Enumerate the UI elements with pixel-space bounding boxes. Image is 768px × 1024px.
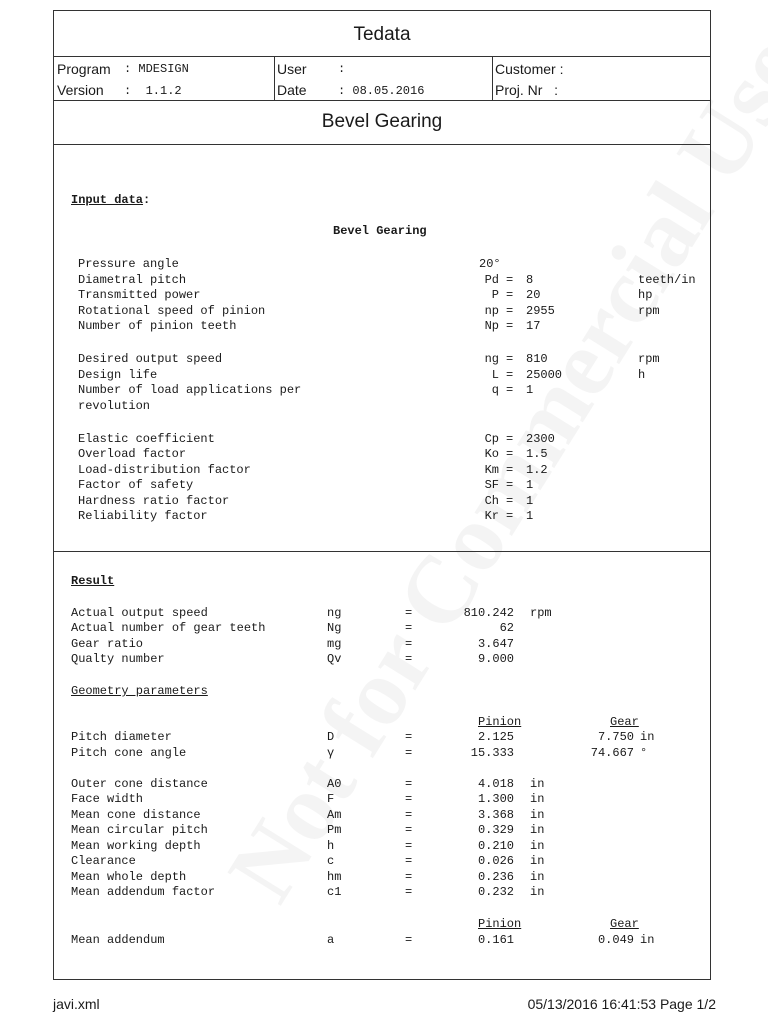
geometry-row-symbol: c1: [327, 885, 342, 899]
proj-nr-label: Proj. Nr :: [495, 82, 559, 98]
input-data-heading-text: Input data: [71, 193, 144, 207]
input-row-label: revolution: [78, 399, 151, 413]
dual-row-symbol: D: [327, 730, 335, 744]
customer-label: Customer :: [495, 61, 564, 77]
footer-timestamp: 05/13/2016 16:41:53 Page 1/2: [527, 996, 716, 1012]
addendum-row-unit: in: [640, 933, 655, 947]
app-title: Tedata: [353, 24, 411, 45]
input-row-label: Hardness ratio factor: [78, 494, 230, 508]
dual-row-unit: °: [640, 746, 648, 760]
dual-row-equals: =: [405, 730, 413, 744]
input-row-equals: =: [506, 494, 514, 508]
col-header-gear: Gear: [610, 715, 639, 729]
input-row-equals: =: [506, 304, 514, 318]
geometry-row-symbol: F: [327, 792, 335, 806]
col-header-pinion: Pinion: [478, 715, 522, 729]
input-row-label: Elastic coefficient: [78, 432, 215, 446]
geometry-row-value: 0.329: [477, 823, 514, 837]
geometry-row-equals: =: [405, 885, 413, 899]
input-row-value: 17: [526, 319, 541, 333]
input-data-heading: [71, 193, 150, 207]
input-row-unit: rpm: [638, 304, 660, 318]
geometry-row-symbol: Pm: [327, 823, 342, 837]
geometry-row-equals: =: [405, 870, 413, 884]
input-row-value: 1: [526, 478, 534, 492]
result-row-label: Qualty number: [71, 652, 165, 666]
dual-row-pinion: 15.333: [470, 746, 514, 760]
geometry-row-unit: in: [530, 808, 545, 822]
dual-row-label: Pitch diameter: [71, 730, 172, 744]
result-heading: Result: [71, 574, 115, 588]
geometry-row-value: 1.300: [477, 792, 514, 806]
dual-row-label: Pitch cone angle: [71, 746, 187, 760]
geometry-row-label: Mean working depth: [71, 839, 201, 853]
input-row-value: 2955: [526, 304, 555, 318]
result-row-value: 9.000: [477, 652, 514, 666]
result-row-value: 62: [499, 621, 514, 635]
geometry-row-symbol: hm: [327, 870, 342, 884]
input-row-equals: =: [506, 288, 514, 302]
footer-filename: javi.xml: [53, 996, 100, 1012]
geometry-row-value: 4.018: [477, 777, 514, 791]
input-row-label: Factor of safety: [78, 478, 194, 492]
input-row-unit: rpm: [638, 352, 660, 366]
geometry-row-label: Mean cone distance: [71, 808, 201, 822]
input-row-equals: =: [506, 319, 514, 333]
geometry-row-unit: in: [530, 854, 545, 868]
geometry-row-label: Face width: [71, 792, 144, 806]
input-row-equals: =: [506, 432, 514, 446]
geometry-row-label: Outer cone distance: [71, 777, 208, 791]
dual-row-unit: in: [640, 730, 655, 744]
input-row-symbol: Np: [484, 319, 499, 333]
col-header-pinion-2: Pinion: [478, 917, 522, 931]
input-row-value: 25000: [526, 368, 563, 382]
geometry-row-unit: in: [530, 885, 545, 899]
result-row-label: Actual output speed: [71, 606, 208, 620]
program-label: Program: [57, 61, 111, 77]
input-row-symbol: Cp: [484, 432, 499, 446]
geometry-row-symbol: Am: [327, 808, 342, 822]
addendum-row-gear: 0.049: [597, 933, 634, 947]
input-row-symbol: Ko: [484, 447, 499, 461]
input-row-label: Pressure angle: [78, 257, 179, 271]
date-label: Date: [277, 82, 307, 98]
geometry-row-equals: =: [405, 823, 413, 837]
addendum-row-pinion: 0.161: [477, 933, 514, 947]
geometry-row-unit: in: [530, 823, 545, 837]
geometry-row-value: 0.210: [477, 839, 514, 853]
version-label: Version: [57, 82, 104, 98]
geometry-row-label: Mean circular pitch: [71, 823, 208, 837]
result-row-equals: =: [405, 652, 413, 666]
input-row-value: 20: [526, 288, 541, 302]
dual-row-pinion: 2.125: [477, 730, 514, 744]
geometry-row-label: Mean addendum factor: [71, 885, 216, 899]
geometry-row-equals: =: [405, 777, 413, 791]
geometry-row-symbol: A0: [327, 777, 342, 791]
input-row-value: 8: [526, 273, 534, 287]
input-row-value: 1: [526, 509, 534, 523]
input-row-symbol: Km: [484, 463, 499, 477]
input-row-value: 1.2: [526, 463, 548, 477]
geometry-row-equals: =: [405, 839, 413, 853]
input-row-label: Diametral pitch: [78, 273, 187, 287]
geometry-row-unit: in: [530, 839, 545, 853]
result-row-equals: =: [405, 621, 413, 635]
dual-row-gear: 7.750: [597, 730, 634, 744]
input-row-value: 20°: [479, 257, 501, 271]
input-row-label: Design life: [78, 368, 158, 382]
input-subheading: Bevel Gearing: [333, 224, 427, 238]
input-row-equals: =: [506, 509, 514, 523]
geometry-row-unit: in: [530, 870, 545, 884]
result-row-unit: rpm: [530, 606, 552, 620]
input-row-symbol: np: [484, 304, 499, 318]
input-row-label: Reliability factor: [78, 509, 208, 523]
input-row-equals: =: [506, 352, 514, 366]
geometry-row-unit: in: [530, 792, 545, 806]
input-row-value: 1.5: [526, 447, 548, 461]
geometry-row-equals: =: [405, 854, 413, 868]
addendum-row-symbol: a: [327, 933, 335, 947]
input-row-unit: teeth/in: [638, 273, 696, 287]
dual-row-gear: 74.667: [590, 746, 634, 760]
input-row-unit: hp: [638, 288, 653, 302]
user-label: User: [277, 61, 307, 77]
input-row-symbol: q: [491, 383, 499, 397]
input-row-symbol: P: [491, 288, 499, 302]
input-row-label: Overload factor: [78, 447, 187, 461]
date-value: : 08.05.2016: [338, 84, 425, 98]
addendum-row-equals: =: [405, 933, 413, 947]
user-value: :: [338, 62, 346, 76]
geometry-row-unit: in: [530, 777, 545, 791]
geometry-row-label: Clearance: [71, 854, 136, 868]
input-row-equals: =: [506, 273, 514, 287]
input-data-heading-colon: :: [143, 193, 151, 207]
geometry-row-symbol: c: [327, 854, 335, 868]
input-row-equals: =: [506, 478, 514, 492]
input-row-equals: =: [506, 383, 514, 397]
geometry-row-value: 0.236: [477, 870, 514, 884]
result-row-symbol: mg: [327, 637, 342, 651]
input-row-value: 2300: [526, 432, 555, 446]
input-row-label: Transmitted power: [78, 288, 201, 302]
result-row-value: 810.242: [463, 606, 514, 620]
result-row-equals: =: [405, 606, 413, 620]
input-row-symbol: L: [491, 368, 499, 382]
geometry-row-equals: =: [405, 808, 413, 822]
input-row-value: 810: [526, 352, 548, 366]
geometry-row-value: 0.026: [477, 854, 514, 868]
result-row-symbol: ng: [327, 606, 342, 620]
input-row-symbol: Kr: [484, 509, 499, 523]
version-value: : 1.1.2: [124, 84, 182, 98]
result-row-symbol: Ng: [327, 621, 342, 635]
input-row-equals: =: [506, 368, 514, 382]
result-row-label: Actual number of gear teeth: [71, 621, 266, 635]
result-row-label: Gear ratio: [71, 637, 144, 651]
input-row-value: 1: [526, 494, 534, 508]
col-header-gear-2: Gear: [610, 917, 639, 931]
geometry-row-label: Mean whole depth: [71, 870, 187, 884]
input-row-label: Load-distribution factor: [78, 463, 251, 477]
input-row-label: Rotational speed of pinion: [78, 304, 266, 318]
input-row-symbol: SF: [484, 478, 499, 492]
input-row-unit: h: [638, 368, 646, 382]
input-row-equals: =: [506, 447, 514, 461]
geometry-row-value: 0.232: [477, 885, 514, 899]
dual-row-equals: =: [405, 746, 413, 760]
input-row-symbol: Pd: [484, 273, 499, 287]
input-row-value: 1: [526, 383, 534, 397]
input-row-label: Desired output speed: [78, 352, 223, 366]
geometry-row-symbol: h: [327, 839, 335, 853]
dual-row-symbol: γ: [327, 746, 335, 760]
geometry-heading: Geometry parameters: [71, 684, 208, 698]
result-row-symbol: Qv: [327, 652, 342, 666]
program-value: : MDESIGN: [124, 62, 189, 76]
document-title: Bevel Gearing: [321, 111, 443, 132]
input-row-symbol: ng: [484, 352, 499, 366]
geometry-row-value: 3.368: [477, 808, 514, 822]
input-row-label: Number of load applications per: [78, 383, 302, 397]
result-row-equals: =: [405, 637, 413, 651]
result-row-value: 3.647: [477, 637, 514, 651]
input-row-label: Number of pinion teeth: [78, 319, 237, 333]
geometry-row-equals: =: [405, 792, 413, 806]
addendum-row-label: Mean addendum: [71, 933, 165, 947]
report-sheet: [53, 10, 711, 980]
input-row-symbol: Ch: [484, 494, 499, 508]
input-row-equals: =: [506, 463, 514, 477]
